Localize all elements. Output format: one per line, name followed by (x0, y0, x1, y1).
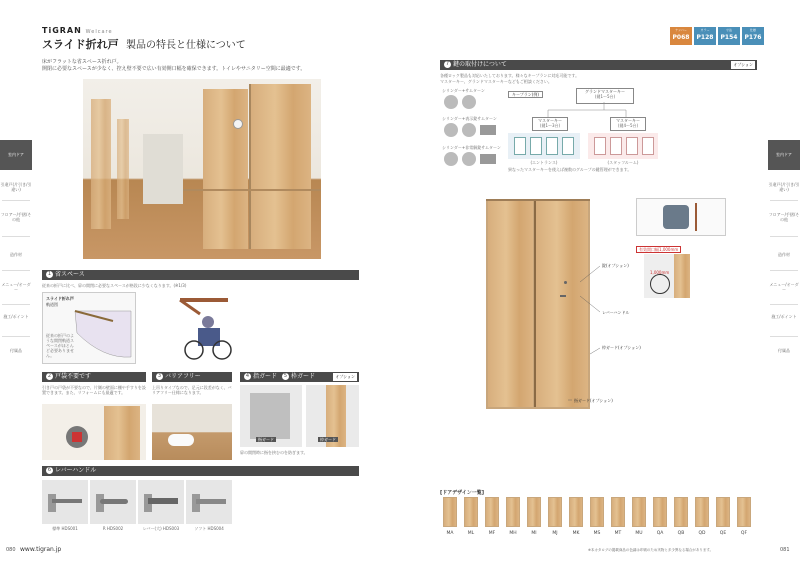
left-nav-item-4[interactable]: メニュー/オーダー (1, 282, 31, 292)
section-guard: 4 指ガード 5 枠ガード オプション (240, 372, 359, 382)
lever-card-2 (90, 480, 136, 524)
left-nav-item-1[interactable]: 引違戸(片引き/引違い) (0, 182, 32, 192)
swatch-MH[interactable] (506, 497, 520, 527)
page-title: 製品の特長と仕様について (126, 40, 246, 51)
section-space-saving (42, 270, 359, 280)
key-desc-2: マスターキー、グランドマスターキーなどもご相談ください。 (440, 79, 552, 84)
space-saving-diagram: スライド折れ戸 軌道図 従来の折戸のような開閉軌道スペースがほとんど必要ありません。 (42, 292, 136, 364)
lever-label-4: ソフト HDS004 (194, 526, 224, 531)
key-group-2 (588, 133, 658, 159)
wheelchair-photo (644, 254, 690, 298)
left-nav-item-3[interactable]: 造作材 (10, 252, 22, 257)
left-nav-item-2[interactable]: フロアー/手摺/その他 (0, 212, 32, 222)
no-wall-desc: 引き戸の戸袋が不要なので、片側の壁面に棚や手すりを設置できます。また、リフォームにも最適です。 (42, 385, 146, 395)
page-tab-2[interactable]: カラー P128 (694, 27, 716, 45)
brand-name: TiGRAN (42, 26, 82, 35)
guard-desc: 扉の開閉時に指を挟むのを防ぎます。 (240, 450, 308, 455)
callout-finger-guard: 指ガード(オプション) (574, 398, 613, 403)
page-tab-4[interactable]: 仕様 P176 (742, 27, 764, 45)
key-plan-note: 異なったマスターキーを使えば複数のグループの鍵管理ができます。 (508, 167, 632, 172)
key-group-2-label: (スタッフルーム) (607, 160, 639, 165)
key-group-1 (508, 133, 580, 159)
brand-logo (42, 26, 113, 35)
lever-label-3: レバー(大) HDS003 (142, 526, 180, 531)
lever-card-1 (42, 480, 88, 524)
lever-card-3 (138, 480, 184, 524)
page-tab-3[interactable]: 寸法 P154 (718, 27, 740, 45)
left-page-number: 080 (6, 547, 16, 553)
space-saving-illustration (170, 292, 238, 362)
no-wall-photo (42, 404, 146, 460)
right-nav-active[interactable]: 室内ドア (768, 140, 800, 170)
space-saving-desc: 従来の折戸に比べ、扉の開閉に必要なスペースが格段に少なくなります。(※1/3) (42, 283, 187, 288)
lever-label-1: 標準 HDS001 (52, 526, 78, 531)
swatch-QA[interactable] (653, 497, 667, 527)
swatch-MF[interactable] (485, 497, 499, 527)
barrier-free-desc: 上吊りタイプなので、足元に段差がなく、バリアフリー仕様になります。 (152, 385, 232, 395)
lever-label-2: R HDS002 (102, 526, 124, 531)
swatch-ML[interactable] (464, 497, 478, 527)
master-key-box-2: マスターキー (鍵4〜5台) (610, 117, 646, 131)
swatch-MJ[interactable] (548, 497, 562, 527)
right-nav-item-4[interactable]: メニュー/オーダー (769, 282, 799, 292)
brand-sub: Welcare (85, 29, 113, 35)
product-name: スライド折れ戸 (42, 38, 119, 51)
wheelchair-plan-diagram (636, 198, 726, 236)
section-key: 7 鍵の取付けについて オプション (440, 60, 757, 70)
design-swatch-row: MA ML MF MH MI MJ MK MS MT MU QA QB QD QE QF (440, 497, 760, 545)
wheelchair-badge: 有効開口幅1,000mm (636, 246, 681, 253)
left-nav-item-5[interactable]: 施工/ポイント (3, 314, 29, 319)
lock-type-1: シリンダー+サムターン (442, 88, 502, 112)
corridor-photo (83, 79, 321, 259)
key-desc-1: 各種ロック製品も対応いたしております。様々なキープランに対応可能です。 (440, 73, 580, 78)
guard-photo-2: 枠ガード (306, 385, 359, 447)
swatch-MU[interactable] (632, 497, 646, 527)
right-side-nav (768, 140, 800, 370)
section-no-wall: 2 戸袋不要です (42, 372, 146, 382)
intro-line-2: 開閉に必要なスペースが少なく、控え壁不要で広い有効開口幅を確保できます。トイレやサニタリー空間に最適です。 (42, 66, 306, 72)
key-plan-label: キープラン(例) (508, 91, 543, 98)
right-nav-item-6[interactable]: 付属品 (778, 348, 790, 353)
swatch-MK[interactable] (569, 497, 583, 527)
swatch-MT[interactable] (611, 497, 625, 527)
callout-lever: レバーハンドル (602, 310, 630, 315)
swatch-QB[interactable] (674, 497, 688, 527)
right-nav-item-5[interactable]: 施工/ポイント (771, 314, 797, 319)
callout-frame-guard: 枠ガード(オプション) (602, 345, 641, 350)
right-nav-item-3[interactable]: 造作材 (778, 252, 790, 257)
lock-type-3: シリンダー+非常解錠サムターン (442, 145, 502, 169)
guard-photo-1: 指ガード (240, 385, 302, 447)
option-badge: オプション (335, 374, 355, 379)
right-nav-item-1[interactable]: 引違戸(片引き/引違い) (768, 182, 800, 192)
right-page-number: 081 (780, 547, 790, 553)
left-side-nav (0, 140, 32, 370)
section-number: 1 (47, 271, 52, 277)
swatch-QD[interactable] (695, 497, 709, 527)
page-tab-1[interactable]: ナンバー P068 (670, 27, 692, 45)
section-lever: 6 レバーハンドル (42, 466, 359, 476)
key-group-1-label: (エントランス) (530, 160, 558, 165)
design-list-title: [ドアデザイン一覧] (440, 490, 485, 496)
footer-url[interactable]: www.tigran.jp (20, 546, 62, 553)
width-label: 1,000mm (650, 270, 670, 275)
swatch-QF[interactable] (737, 497, 751, 527)
barrier-free-photo (152, 404, 232, 460)
grand-master-box: グランドマスターキー (鍵1〜5台) (576, 88, 634, 104)
left-nav-item-6[interactable]: 付属品 (10, 348, 22, 353)
intro-line-1: 床がフラットな省スペース折れ戸。 (42, 59, 122, 65)
left-nav-active[interactable]: 室内ドア (0, 140, 32, 170)
footer-note: ※本カタログの掲載商品の色調は印刷のため実物と多少異なる場合があります。 (588, 548, 714, 552)
master-key-box-1: マスターキー (鍵1〜3台) (532, 117, 568, 131)
lock-type-2: シリンダー+表示錠サムターン (442, 116, 502, 140)
option-badge: オプション (733, 62, 753, 67)
swatch-MS[interactable] (590, 497, 604, 527)
swatch-QE[interactable] (716, 497, 730, 527)
lever-card-4 (186, 480, 232, 524)
section-barrier-free: 3 バリアフリー (152, 372, 232, 382)
callout-lock: 錠(オプション) (602, 263, 629, 268)
right-nav-item-2[interactable]: フロアー/手摺/その他 (768, 212, 800, 222)
swatch-MI[interactable] (527, 497, 541, 527)
section-title: 省スペース (55, 271, 85, 278)
swatch-MA[interactable] (443, 497, 457, 527)
